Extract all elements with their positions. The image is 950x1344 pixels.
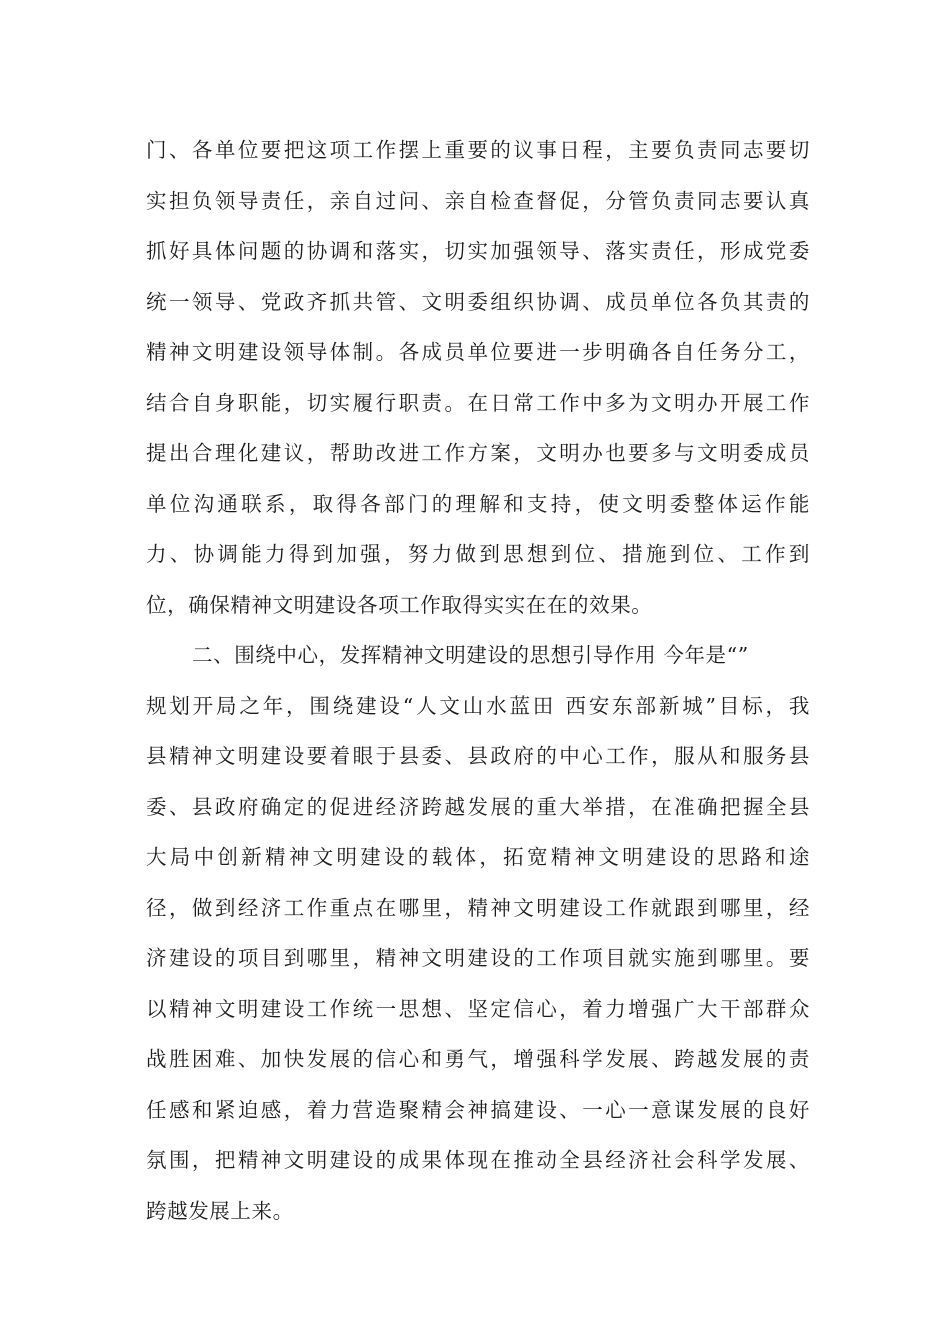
- paragraph-1-line: 实担负领导责任，亲自过问、亲自检查督促，分管负责同志要认真: [146, 188, 810, 213]
- paragraph-1-line: 结合自身职能，切实履行职责。在日常工作中多为文明办开展工作: [146, 390, 810, 415]
- paragraph-2-line: 委、县政府确定的促进经济跨越发展的重大举措，在准确把握全县: [146, 794, 810, 819]
- paragraph-2: [146, 630, 810, 1236]
- paragraph-1: [146, 125, 810, 630]
- paragraph-1-line: 统一领导、党政齐抓共管、文明委组织协调、成员单位各负其责的: [146, 289, 810, 314]
- paragraph-2-line: 济建设的项目到哪里，精神文明建设的工作项目就实施到哪里。要: [146, 946, 810, 970]
- document-body: [146, 125, 810, 1236]
- paragraph-1-line: 位，确保精神文明建设各项工作取得实实在在的效果。: [146, 592, 653, 617]
- paragraph-2-line: 径，做到经济工作重点在哪里，精神文明建设工作就跟到哪里，经: [146, 895, 810, 920]
- paragraph-1-line: 门、各单位要把这项工作摆上重要的议事日程，主要负责同志要切: [146, 138, 810, 162]
- paragraph-1-line: 提出合理化建议，帮助改进工作方案，文明办也要多与文明委成员: [146, 441, 810, 465]
- paragraph-2-line: 氛围，把精神文明建设的成果体现在推动全县经济社会科学发展、: [146, 1148, 810, 1172]
- paragraph-2-line: 任感和紧迫感，着力营造聚精会神搞建设、一心一意谋发展的良好: [146, 1097, 810, 1122]
- paragraph-2-line: 县精神文明建设要着眼于县委、县政府的中心工作，服从和服务县: [146, 744, 810, 768]
- paragraph-2-line: 以精神文明建设工作统一思想、坚定信心，着力增强广大干部群众: [146, 996, 810, 1021]
- paragraph-2-line: 跨越发展上来。: [146, 1198, 294, 1223]
- paragraph-2-line: 规划开局之年，围绕建设“人文山水蓝田 西安东部新城”目标，我: [146, 693, 810, 718]
- paragraph-2-heading-line: 二、围绕中心，发挥精神文明建设的思想引导作用 今年是“”: [192, 643, 749, 667]
- paragraph-1-line: 单位沟通联系，取得各部门的理解和支持，使文明委整体运作能: [146, 491, 810, 516]
- paragraph-2-line: 战胜困难、加快发展的信心和勇气，增强科学发展、跨越发展的责: [146, 1047, 810, 1071]
- paragraph-1-line: 精神文明建设领导体制。各成员单位要进一步明确各自任务分工，: [146, 340, 810, 364]
- paragraph-1-line: 抓好具体问题的协调和落实，切实加强领导、落实责任，形成党委: [146, 239, 810, 263]
- paragraph-1-line: 力、协调能力得到加强，努力做到思想到位、措施到位、工作到: [146, 542, 810, 566]
- paragraph-2-line: 大局中创新精神文明建设的载体，拓宽精神文明建设的思路和途: [146, 845, 810, 869]
